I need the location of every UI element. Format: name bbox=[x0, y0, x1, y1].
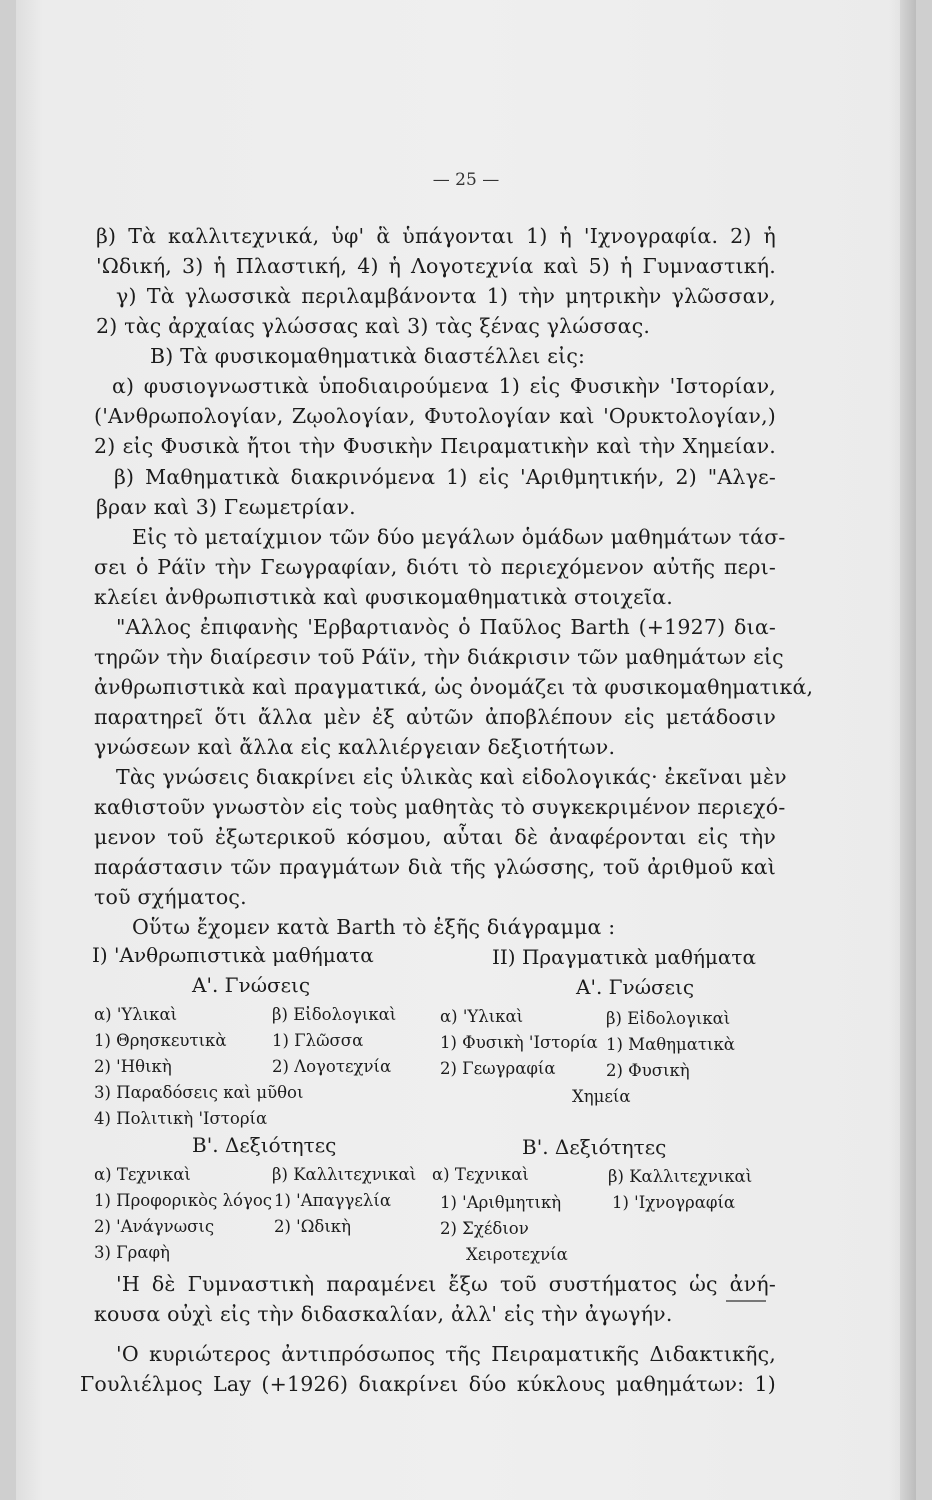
text-line: 2) τὰς ἀρχαίας γλώσσας καὶ 3) τὰς ξένας γλώσσας. bbox=[96, 314, 651, 338]
diagram-cell: 1) 'Ιχνογραφία bbox=[612, 1193, 736, 1212]
text-line: Τὰς γνώσεις διακρίνει εἰς ὑλικὰς καὶ εἰδολογικάς· ἐκεῖναι μὲν bbox=[116, 765, 787, 789]
text-line: παράστασιν τῶν πραγμάτων διὰ τῆς γλώσσης, τοῦ ἀριθμοῦ καὶ bbox=[94, 855, 776, 879]
diagram-cell: 2) 'Ανάγνωσις bbox=[94, 1217, 215, 1236]
book-page bbox=[16, 0, 916, 1500]
diagram-cell: 1) Προφορικὸς λόγος bbox=[94, 1191, 273, 1210]
text-line: γνώσεων καὶ ἄλλα εἰς καλλιέργειαν δεξιοτήτων. bbox=[94, 735, 616, 759]
diagram-cell: α) 'Υλικαὶ bbox=[440, 1007, 524, 1026]
diagram-left-gnoseis: Α'. Γνώσεις bbox=[192, 973, 311, 997]
diagram-cell: β) Καλλιτεχνικαὶ bbox=[608, 1167, 753, 1186]
diagram-cell: β) Εἰδολογικαὶ bbox=[272, 1005, 397, 1024]
text-line: 'Η δὲ Γυμναστικὴ παραμένει ἔξω τοῦ συστήματος ὡς ἀνή- bbox=[116, 1272, 776, 1296]
text-line: κλείει ἀνθρωπιστικὰ καὶ φυσικομαθηματικὰ στοιχεῖα. bbox=[94, 585, 673, 609]
text-line: Εἰς τὸ μεταίχμιον τῶν δύο μεγάλων ὁμάδων μαθημάτων τάσ- bbox=[132, 525, 786, 549]
diagram-cell: 2) Σχέδιον bbox=[440, 1219, 529, 1238]
text-line: 2) εἰς Φυσικὰ ἤτοι τὴν Φυσικὴν Πειραματικὴν καὶ τὴν Χημείαν. bbox=[94, 434, 776, 458]
diagram-cell: 1) 'Απαγγελία bbox=[274, 1191, 391, 1210]
text-line: Β) Τὰ φυσικομαθηματικὰ διαστέλλει εἰς: bbox=[150, 344, 586, 368]
text-line: τοῦ σχήματος. bbox=[94, 885, 247, 909]
diagram-cell: 3) Γραφὴ bbox=[94, 1243, 170, 1262]
text-line: σει ὁ Ράϊν τὴν Γεωγραφίαν, διότι τὸ περιεχόμενον αὐτῆς περι- bbox=[94, 555, 776, 579]
diagram-cell: α) Τεχνικαὶ bbox=[432, 1165, 529, 1184]
diagram-cell: 1) Μαθηματικὰ bbox=[606, 1035, 735, 1054]
text-line: Γουλιέλμος Lay (+1926) διακρίνει δύο κύκλους μαθημάτων: 1) bbox=[80, 1372, 776, 1396]
text-line: β) Τὰ καλλιτεχνικά, ὑφ' ἃ ὑπάγονται 1) ἡ 'Ιχνογραφία. 2) ἡ bbox=[96, 224, 776, 248]
text-line: ('Ανθρωπολογίαν, Ζῳολογίαν, Φυτολογίαν καὶ 'Ορυκτολογίαν,) bbox=[94, 404, 776, 428]
text-line: μενον τοῦ ἐξωτερικοῦ κόσμου, αὗται δὲ ἀναφέρονται εἰς τὴν bbox=[94, 825, 776, 849]
page-number: — 25 — bbox=[432, 170, 500, 190]
text-line: Οὕτω ἔχομεν κατὰ Barth τὸ ἑξῆς διάγραμμα : bbox=[132, 915, 616, 939]
text-line: γ) Τὰ γλωσσικὰ περιλαμβάνοντα 1) τὴν μητρικὴν γλῶσσαν, bbox=[116, 284, 776, 308]
end-dash bbox=[726, 1300, 766, 1302]
diagram-left-dexiotites: Β'. Δεξιότητες bbox=[192, 1133, 337, 1157]
diagram-cell: 2) 'Ηθικὴ bbox=[94, 1057, 172, 1076]
diagram-cell: β) Εἰδολογικαὶ bbox=[606, 1009, 731, 1028]
diagram-cell: 2) Φυσικὴ bbox=[606, 1061, 690, 1080]
diagram-cell: 4) Πολιτικὴ 'Ιστορία bbox=[94, 1109, 268, 1128]
diagram-cell: Χημεία bbox=[572, 1087, 631, 1106]
diagram-cell: 2) Λογοτεχνία bbox=[272, 1057, 392, 1076]
diagram-cell: 1) 'Αριθμητικὴ bbox=[440, 1193, 562, 1212]
diagram-cell: 2) 'Ωδικὴ bbox=[274, 1217, 351, 1236]
text-line: 'Ο κυριώτερος ἀντιπρόσωπος τῆς Πειραματικῆς Διδακτικῆς, bbox=[116, 1342, 776, 1366]
text-line: 'Ωδική, 3) ἡ Πλαστική, 4) ἡ Λογοτεχνία καὶ 5) ἡ Γυμναστική. bbox=[96, 254, 776, 278]
diagram-cell: 1) Φυσικὴ 'Ιστορία bbox=[440, 1033, 598, 1052]
text-line: βραν καὶ 3) Γεωμετρίαν. bbox=[96, 495, 356, 519]
diagram-cell: α) Τεχνικαὶ bbox=[94, 1165, 191, 1184]
text-line: καθιστοῦν γνωστὸν εἰς τοὺς μαθητὰς τὸ συγκεκριμένον περιεχό- bbox=[94, 795, 786, 819]
diagram-left-title: I) 'Ανθρωπιστικὰ μαθήματα bbox=[92, 943, 374, 967]
text-line: παρατηρεῖ ὅτι ἄλλα μὲν ἐξ αὐτῶν ἀποβλέπουν εἰς μετάδοσιν bbox=[94, 705, 776, 729]
text-line: "Αλλος ἐπιφανὴς 'Ερβαρτιανὸς ὁ Παῦλος Barth (+1927) δια- bbox=[116, 615, 776, 639]
text-line: ἀνθρωπιστικὰ καὶ πραγματικά, ὡς ὀνομάζει τὰ φυσικομαθηματικά, bbox=[94, 675, 814, 699]
diagram-cell: 2) Γεωγραφία bbox=[440, 1059, 556, 1078]
text-line: α) φυσιογνωστικὰ ὑποδιαιρούμενα 1) εἰς Φυσικὴν 'Ιστορίαν, bbox=[112, 374, 776, 398]
diagram-cell: Χειροτεχνία bbox=[466, 1245, 568, 1264]
diagram-cell: 3) Παραδόσεις καὶ μῦθοι bbox=[94, 1083, 304, 1102]
diagram-cell: β) Καλλιτεχνικαὶ bbox=[272, 1165, 417, 1184]
diagram-cell: 1) Γλῶσσα bbox=[272, 1031, 364, 1050]
text-line: κουσα οὐχὶ εἰς τὴν διδασκαλίαν, ἀλλ' εἰς τὴν ἀγωγήν. bbox=[94, 1302, 673, 1326]
text-line: β) Μαθηματικὰ διακρινόμενα 1) εἰς 'Αριθμητικήν, 2) "Αλγε- bbox=[114, 465, 776, 489]
page-edge-shadow bbox=[900, 0, 916, 1500]
diagram-cell: α) 'Υλικαὶ bbox=[94, 1005, 178, 1024]
diagram-right-title: II) Πραγματικὰ μαθήματα bbox=[492, 945, 756, 969]
diagram-right-gnoseis: Α'. Γνώσεις bbox=[576, 975, 695, 999]
diagram-cell: 1) Θρησκευτικὰ bbox=[94, 1031, 227, 1050]
text-line: τηρῶν τὴν διαίρεσιν τοῦ Ράϊν, τὴν διάκρισιν τῶν μαθημάτων εἰς bbox=[94, 645, 784, 669]
diagram-right-dexiotites: Β'. Δεξιότητες bbox=[522, 1135, 667, 1159]
